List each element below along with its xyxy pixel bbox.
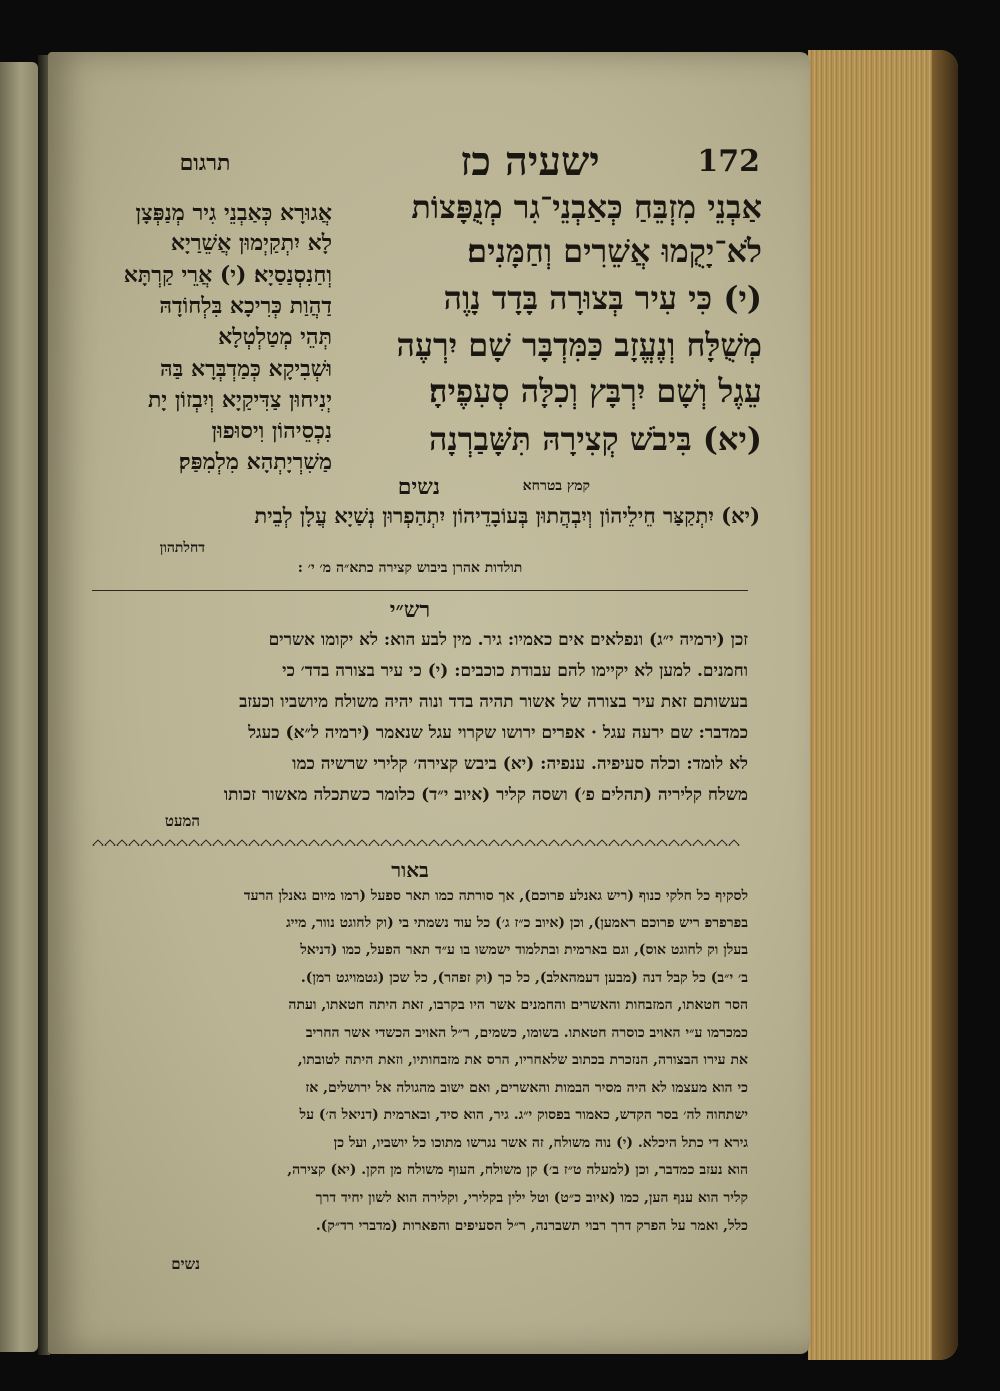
divider-diamond bbox=[356, 839, 367, 846]
targum-line: יְנִיחוּן צַדִּיקַיָא וְיִבְזוֹן יָת bbox=[147, 387, 332, 413]
targum-line: מַשִׁרְיָתְהָא מִלְמִפַּק׃ bbox=[178, 449, 332, 475]
divider-diamond bbox=[284, 839, 295, 846]
divider-diamond bbox=[296, 839, 307, 846]
divider-diamond bbox=[500, 839, 511, 846]
divider-diamond bbox=[380, 839, 391, 846]
divider-diamond bbox=[344, 839, 355, 846]
ornamental-divider bbox=[92, 834, 748, 846]
rashi-line: משלח קליריה (תהלים פ׳) ושסה קליר (איוב י״ד) כלומר כשתכלה מאשור זכותו bbox=[223, 785, 748, 805]
divider-diamond bbox=[668, 839, 679, 846]
divider-diamond bbox=[368, 839, 379, 846]
divider-diamond bbox=[332, 839, 343, 846]
rashi-catchword: המעט bbox=[164, 812, 200, 830]
divider-diamond bbox=[596, 839, 607, 846]
rashi-line: בעשותם זאת עיר בצורה של אשור תהיה בדד ונוה יהיה משולח מיושביו וכעזב bbox=[239, 692, 748, 712]
page-number: 172 bbox=[697, 144, 760, 179]
book-chapter-title: ישעיה כז bbox=[460, 138, 600, 185]
rashi-title: רש״י bbox=[389, 597, 431, 623]
divider-diamond bbox=[404, 839, 415, 846]
divider-diamond bbox=[416, 839, 427, 846]
divider-diamond bbox=[536, 839, 547, 846]
divider-diamond bbox=[152, 839, 163, 846]
targum-label: תרגום bbox=[179, 150, 231, 176]
divider-diamond bbox=[212, 839, 223, 846]
divider-diamond bbox=[728, 839, 739, 846]
targum-catchword: דחלתהון bbox=[159, 540, 205, 556]
divider-diamond bbox=[224, 839, 235, 846]
biur-line: כמכרמו ע״י האויב כוסרה חטאתו. בשומו, כשמים, ר״ל האויב הכשדי אשר החריב bbox=[305, 1025, 748, 1041]
divider-diamond bbox=[620, 839, 631, 846]
divider-diamond bbox=[440, 839, 451, 846]
biur-line: כי הוא מעצמו לא היה מסיר הבמות והאשרים, ואם ישוב מהגולה אל ירושלים, אז bbox=[305, 1080, 748, 1096]
divider-diamond bbox=[116, 839, 127, 846]
hebrew-line: (יא) בִּיבֹשׁ קְצִירָהּ תִּשָּׁבַרְנָה bbox=[428, 420, 762, 458]
divider-diamond bbox=[188, 839, 199, 846]
divider-diamond bbox=[272, 839, 283, 846]
divider-diamond bbox=[512, 839, 523, 846]
divider-diamond bbox=[140, 839, 151, 846]
divider-diamond bbox=[680, 839, 691, 846]
biur-line: ב׳ י״ב) כל קבל דנה (מבען דעמהאלב), כל כך (וק זפהר), כל שכן (גטמויגט רמן). bbox=[300, 970, 748, 986]
divider-diamond bbox=[608, 839, 619, 846]
divider-diamond bbox=[548, 839, 559, 846]
biur-line: בפרפרפ ריש פרוכם ראמען), וכן (איוב כ״ז ג׳) כל עוד נשמתי בי (וק לחוגט נוור, מייג bbox=[286, 915, 748, 931]
targum-line: תְּהֵי מְטַלְטְלָא bbox=[218, 324, 332, 350]
biur-title: באור bbox=[391, 858, 429, 882]
hebrew-line: אַבְנֵי מִזְבֵּחַ כְּאַבְנֵי־גִר מְנֻפָּצוֹת bbox=[411, 188, 762, 226]
biur-line: קליר הוא ענף הען, כמו (איוב כ״ט) וטל ילין בקלירי, וקלירה הוא לשון יחיד דרך bbox=[315, 1190, 748, 1206]
rashi-rule bbox=[92, 590, 748, 591]
biur-catchword: נשים bbox=[171, 1255, 200, 1273]
divider-diamond bbox=[92, 839, 103, 846]
divider-diamond bbox=[464, 839, 475, 846]
divider-diamond bbox=[584, 839, 595, 846]
divider-diamond bbox=[104, 839, 115, 846]
targum-line: וּשְׁבִיקָא כְּמַדְבְּרָא בַּהּ bbox=[160, 356, 332, 382]
divider-diamond bbox=[260, 839, 271, 846]
divider-diamond bbox=[656, 839, 667, 846]
divider-diamond bbox=[452, 839, 463, 846]
divider-diamond bbox=[308, 839, 319, 846]
divider-diamond bbox=[248, 839, 259, 846]
targum-line: אֲגוּרָא כְּאַבְנֵי גִיר מְנַפְּצָן bbox=[135, 200, 332, 226]
divider-diamond bbox=[200, 839, 211, 846]
rashi-line: זכן (ירמיה י״ג) ונפלאים אים כאמיו: גיר. מין לבע הוא: לא יקומו אשרים bbox=[268, 630, 748, 650]
divider-diamond bbox=[644, 839, 655, 846]
biur-line: ישתחוה לה׳ בסר הקדש, כאמור בפסוק י״ג. גיר, הוא סיד, ובארמית (דניאל ה׳) על bbox=[299, 1107, 748, 1123]
left-page-edge bbox=[0, 62, 38, 1352]
biur-line: את עירו הבצורה, הנזכרת בכתוב שלאחריו, הרס את מזבחותיו, וזאת היתה לטובתו, bbox=[297, 1052, 748, 1068]
divider-diamond bbox=[572, 839, 583, 846]
biur-line: לסקיף כל חלקי כנוף (ריש גאנלע פרוכם), אך סורתה כמו תאר ספעל (רמו מיום גאנלן הרעד bbox=[243, 888, 748, 904]
hebrew-line: עֵגֶל וְשָׁם יִרְבָּץ וְכִלָּה סְעִפֶיהָ׃ bbox=[429, 372, 762, 410]
biur-line: הסר חטאתו, המזבחות והאשרים והחמנים אשר היו בקרבו, זאת היתה חטאתו, ועתה bbox=[288, 997, 748, 1013]
catchword-note: קמץ בטרחא bbox=[522, 478, 590, 494]
biur-line: כלל, ואמר על הפרק דרך רבוי תשברנה, ר״ל הסעיפים והפארות (מדברי רד״ק). bbox=[315, 1218, 748, 1234]
divider-diamond bbox=[476, 839, 487, 846]
toldot-aharon-line: תולדות אהרן ביבוש קצירה כתא״ה מ׳ י׳ : bbox=[297, 560, 523, 576]
divider-diamond bbox=[488, 839, 499, 846]
page-block-edges bbox=[808, 50, 958, 1360]
catchword-note: נשים bbox=[397, 474, 440, 500]
divider-diamond bbox=[236, 839, 247, 846]
divider-diamond bbox=[524, 839, 535, 846]
biur-line: גירא די כתל היכלא. (י) נוה משולח, זה אשר נגרשו מתוכו כל יושביו, ועל כן bbox=[333, 1135, 748, 1151]
targum-line: דַהֲוַת כְּרִיכָא בִּלְחוֹדָהּ bbox=[159, 293, 332, 319]
hebrew-line: (י) כִּי עִיר בְּצוּרָה בָּדָד נָוֶה bbox=[443, 279, 762, 317]
biur-line: הוא נעזב כמדבר, וכן (למעלה ט״ז ב׳) קן משולח, העוף משולח מן הקן. (יא) קצירה, bbox=[287, 1162, 748, 1178]
rashi-line: לא לומד: וכלה סעיפיה. ענפיה: (יא) ביבש קצירה׳ קלירי שרשיה כמו bbox=[292, 754, 748, 774]
hebrew-line: מְשֻׁלָּח וְנֶעֱזָב כַּמִּדְבָּר שָׁם יִרְעֶה bbox=[396, 326, 762, 364]
targum-continuation: (יא) יִתְקַצַּר חֵילֵיהוֹן וְיִבְהֲתוּן בְּעוֹבָדֵיהוֹן יִתְהַפְרוּן נְשַׁיָא עֲלָן לְבֵית bbox=[254, 503, 760, 528]
divider-diamond bbox=[428, 839, 439, 846]
rashi-line: כמדבר: שם ירעה עגל · אפרים ירושו שקרוי עגל שנאמר (ירמיה ל״א) כעגל bbox=[248, 723, 748, 743]
divider-diamond bbox=[164, 839, 175, 846]
divider-diamond bbox=[320, 839, 331, 846]
divider-diamond bbox=[704, 839, 715, 846]
divider-diamond bbox=[560, 839, 571, 846]
divider-diamond bbox=[632, 839, 643, 846]
hebrew-line: לֹא־יָקֻמוּ אֲשֵׁרִים וְחַמָּנִים׃ bbox=[467, 232, 762, 270]
rashi-line: וחמנים. למען לא יקיימו להם עבודת כוכבים: (י) כי עיר בצורה בדד׳ כי bbox=[282, 661, 748, 681]
divider-diamond bbox=[716, 839, 727, 846]
divider-diamond bbox=[692, 839, 703, 846]
divider-diamond bbox=[392, 839, 403, 846]
targum-line: וְחַנִסְנַסַיָא׃ (י) אֲרֵי קַרְתָּא bbox=[123, 262, 332, 288]
divider-diamond bbox=[176, 839, 187, 846]
divider-diamond bbox=[128, 839, 139, 846]
targum-line: לָא יִתְקַיְמוּן אֲשֵׁרַיָא bbox=[170, 230, 332, 256]
targum-line: נִכְסֵיהוֹן וִיסוּפוּן bbox=[211, 418, 332, 444]
biur-line: בעלן וק לחוגט אוס), וגם בארמית ובתלמוד ישמשו בו ע״ד תאר הפעל, כמו (דניאל bbox=[300, 942, 748, 958]
